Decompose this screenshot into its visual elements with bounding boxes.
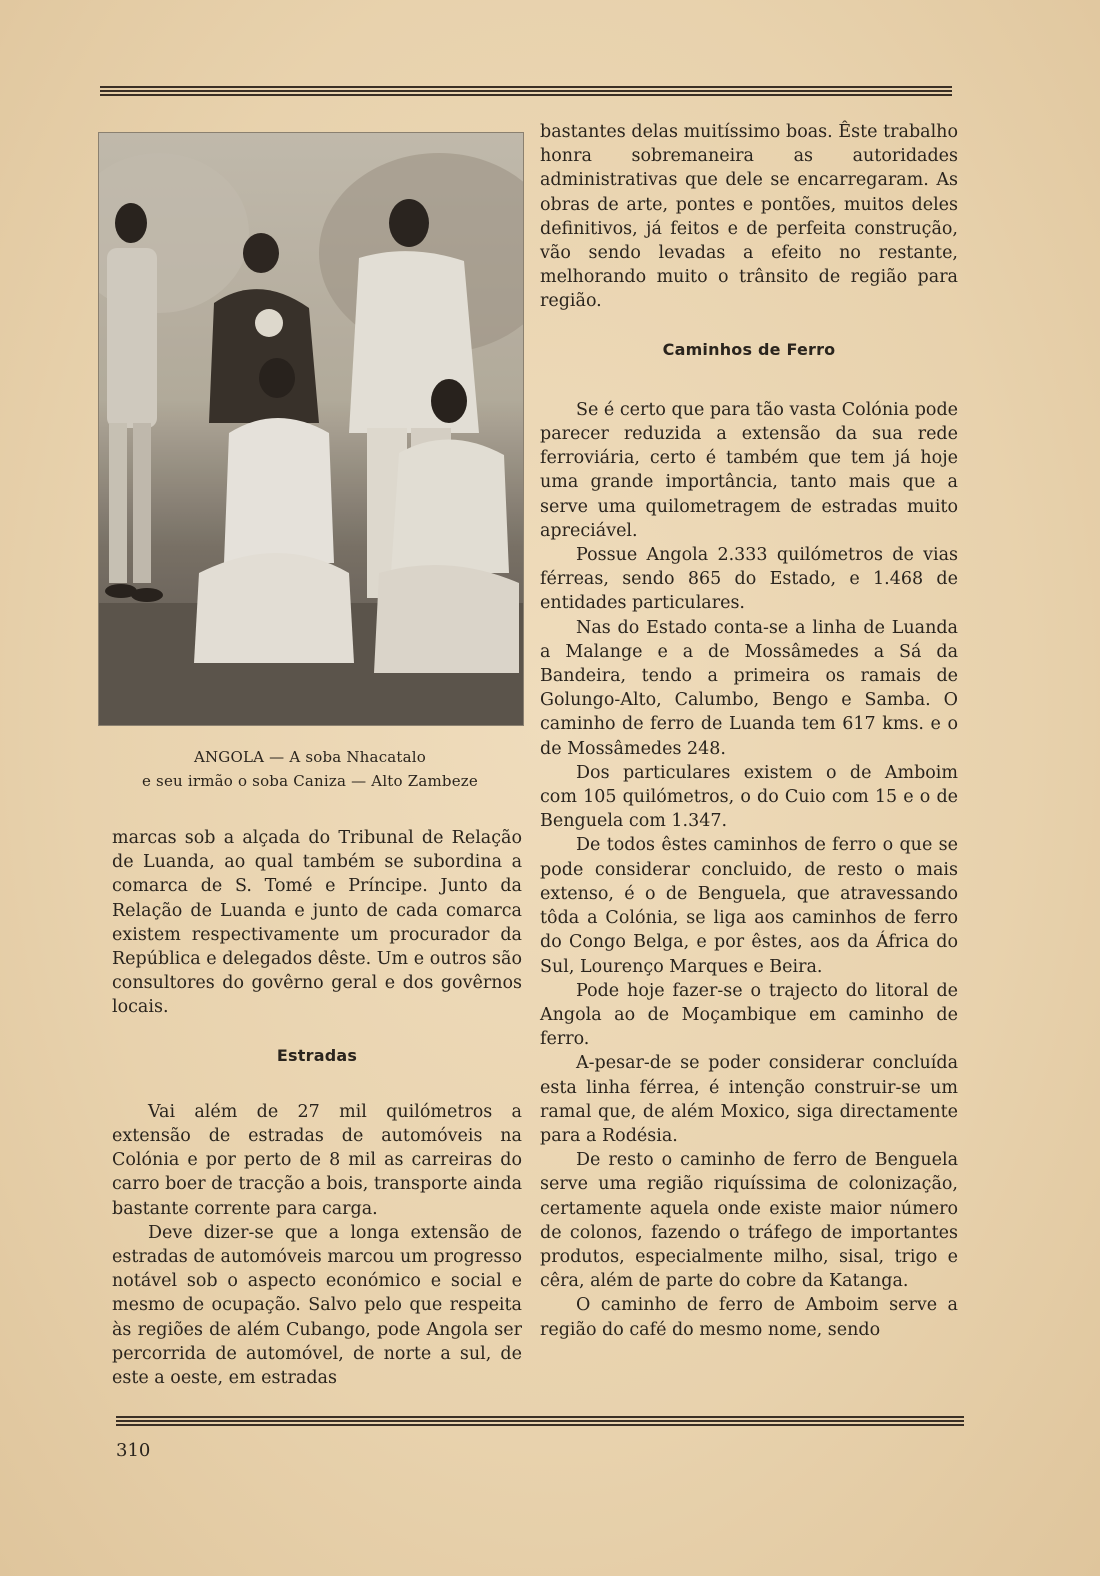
paragraph: marcas sob a alçada do Tribunal de Relação de Luanda, ao qual também se subordina a comarca de S. Tomé e Príncipe. Junto da Relação de Luanda e junto de cada comarca existem respectivamente um procurador da República e delegados dêste. Um e outros são consultores do govêrno geral e dos govêrnos locais. xyxy=(112,828,522,1018)
left-column-text xyxy=(112,826,522,1390)
paragraph: O caminho de ferro de Amboim serve a região do café do mesmo nome, sendo xyxy=(540,1295,958,1340)
paragraph: Pode hoje fazer-se o trajecto do litoral de Angola ao de Moçambique em caminho de ferro. xyxy=(540,980,958,1050)
photo-caption-line-1: ANGOLA — A soba Nhacatalo xyxy=(193,748,427,766)
bottom-double-rule xyxy=(116,1416,964,1428)
paragraph: Deve dizer-se que a longa extensão de estradas de automóveis marcou um progresso notável sob o aspecto económico e social e mesmo de ocupação. Salvo pelo que respeita às regiões de além Cubango, pode Angola ser percorrida de automóvel, de norte a sul, de este a oeste, em estradas xyxy=(112,1222,522,1389)
paragraph: bastantes delas muitíssimo boas. Êste trabalho honra sobremaneira as autoridades administrativas que dele se encarregaram. As obras de arte, pontes e pontões, muitos deles definitivos, já feitos e de perfeita construção, vão sendo levadas a efeito no restante, melhorando muito o trânsito de região para região. xyxy=(540,122,958,312)
paragraph: Se é certo que para tão vasta Colónia pode parecer reduzida a extensão da sua rede ferroviária, certo é também que tem já hoje uma grande importância, tanto mais que a serve uma quilometragem de estradas muito apreciável. xyxy=(540,399,958,541)
top-double-rule xyxy=(100,86,952,98)
right-column-text xyxy=(540,120,958,1342)
paragraph: De todos êstes caminhos de ferro o que se pode considerar concluido, de resto o mais extenso, é o de Benguela, que atravessando tôda a Colónia, se liga aos caminhos de ferro do Congo Belga, e por êstes, aos da África do Sul, Lourenço Marques e Beira. xyxy=(540,835,958,977)
paragraph: Nas do Estado conta-se a linha de Luanda a Malange e a de Mossâmedes a Sá da Bandeira, tendo a primeira os ramais de Golungo-Alto, Calumbo, Bengo e Samba. O caminho de ferro de Luanda tem 617 kms. e o de Mossâmedes 248. xyxy=(540,617,958,759)
paragraph: De resto o caminho de ferro de Benguela serve uma região riquíssima de colonização, certamente aquela onde existe maior número de colonos, fazendo o tráfego de importantes produtos, especialmente milho, sisal, trigo e cêra, além de parte do cobre da Katanga. xyxy=(540,1150,958,1292)
section-heading-caminhos-de-ferro: Caminhos de Ferro xyxy=(662,339,836,359)
photo-caption-line-2: e seu irmão o soba Caniza — Alto Zambeze xyxy=(142,772,478,790)
paragraph: Vai além de 27 mil quilómetros a extensão de estradas de automóveis na Colónia e por perto de 8 mil as carreiras do carro boer de tracção a bois, transporte ainda bastante corrente para carga. xyxy=(112,1101,522,1219)
photograph-angola-sobas xyxy=(98,132,524,726)
photograph-image xyxy=(99,133,523,725)
paragraph: Dos particulares existem o de Amboim com 105 quilómetros, o do Cuio com 15 e o de Benguela com 1.347. xyxy=(540,762,958,832)
paragraph: Possue Angola 2.333 quilómetros de vias férreas, sendo 865 do Estado, e 1.468 de entidades particulares. xyxy=(540,545,958,614)
paragraph: A-pesar-de se poder considerar concluída esta linha férrea, é intenção construir-se um ramal que, de além Moxico, siga directamente para a Rodésia. xyxy=(540,1053,958,1146)
section-heading-estradas: Estradas xyxy=(276,1045,358,1065)
page-number: 310 xyxy=(116,1440,151,1461)
